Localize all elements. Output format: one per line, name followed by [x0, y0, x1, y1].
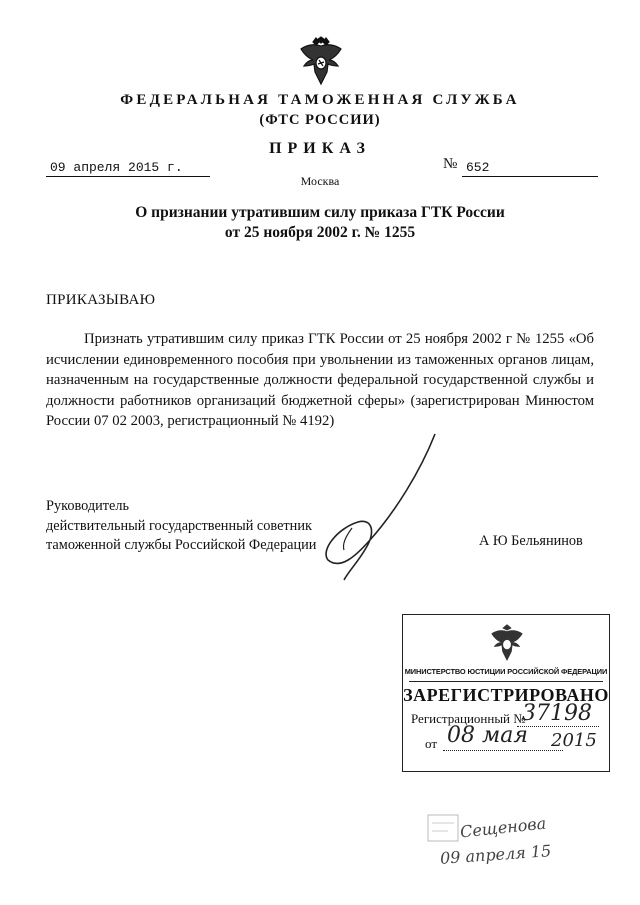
signatory-line-3: таможенной службы Российской Федерации: [46, 537, 317, 553]
faint-stamp-mark: [398, 795, 598, 885]
order-paragraph: Признать утратившим силу приказ ГТК России от 25 ноября 2002 г № 1255 «Об исчислении единовременного пособия при увольнении из таможенных органов лицам, назначенным на государственные должности федеральной государственной службы и должности работников организаций бюджетной сферы» (зарегистрирован Минюстом России 07 02 2003, регистрационный № 4192): [46, 331, 594, 430]
stamp-ministry: МИНИСТЕРСТВО ЮСТИЦИИ РОССИЙСКОЙ ФЕДЕРАЦИИ: [404, 667, 608, 676]
stamp-reg-label: Регистрационный №: [411, 711, 526, 726]
signatory-title: [46, 497, 316, 556]
stamp-coat-of-arms-icon: [489, 623, 525, 663]
stamp-date-underline: [443, 750, 563, 751]
stamp-reg-underline: [517, 726, 599, 727]
stamp-divider: [409, 681, 603, 682]
agency-name: ФЕДЕРАЛЬНАЯ ТАМОЖЕННАЯ СЛУЖБА: [120, 92, 520, 108]
signatory-line-2: действительный государственный советник: [46, 517, 312, 534]
agency-short-name: (ФТС РОССИИ): [259, 112, 381, 128]
stamp-registered: ЗАРЕГИСТРИРОВАНО: [403, 685, 609, 705]
registration-stamp: [402, 614, 610, 772]
stamp-year: 2015: [551, 730, 597, 751]
document-type: ПРИКАЗ: [269, 140, 371, 157]
handwritten-signature: [300, 432, 440, 582]
stamp-from-label: от: [425, 736, 438, 751]
order-number: 652: [462, 160, 598, 177]
heading-line-2: от 25 ноября 2002 г. № 1255: [224, 224, 416, 241]
handwritten-note-line-1: Сещенова: [459, 813, 547, 842]
handwritten-note-line-2: 09 апреля 15: [439, 841, 552, 868]
document-heading: [60, 203, 580, 243]
heading-line-1: О признании утратившим силу приказа ГТК России: [135, 204, 505, 221]
city: Москва: [300, 174, 340, 188]
stamp-date: 08 мая: [447, 723, 528, 748]
order-date: 09 апреля 2015 г.: [46, 160, 210, 177]
signatory-name: А Ю Бельянинов: [479, 533, 583, 549]
signatory-line-1: Руководитель: [46, 498, 130, 514]
number-label: №: [443, 156, 458, 172]
coat-of-arms-icon: [298, 36, 344, 86]
stamp-reg-number: 37198: [522, 701, 592, 726]
order-directive: ПРИКАЗЫВАЮ: [46, 292, 156, 308]
